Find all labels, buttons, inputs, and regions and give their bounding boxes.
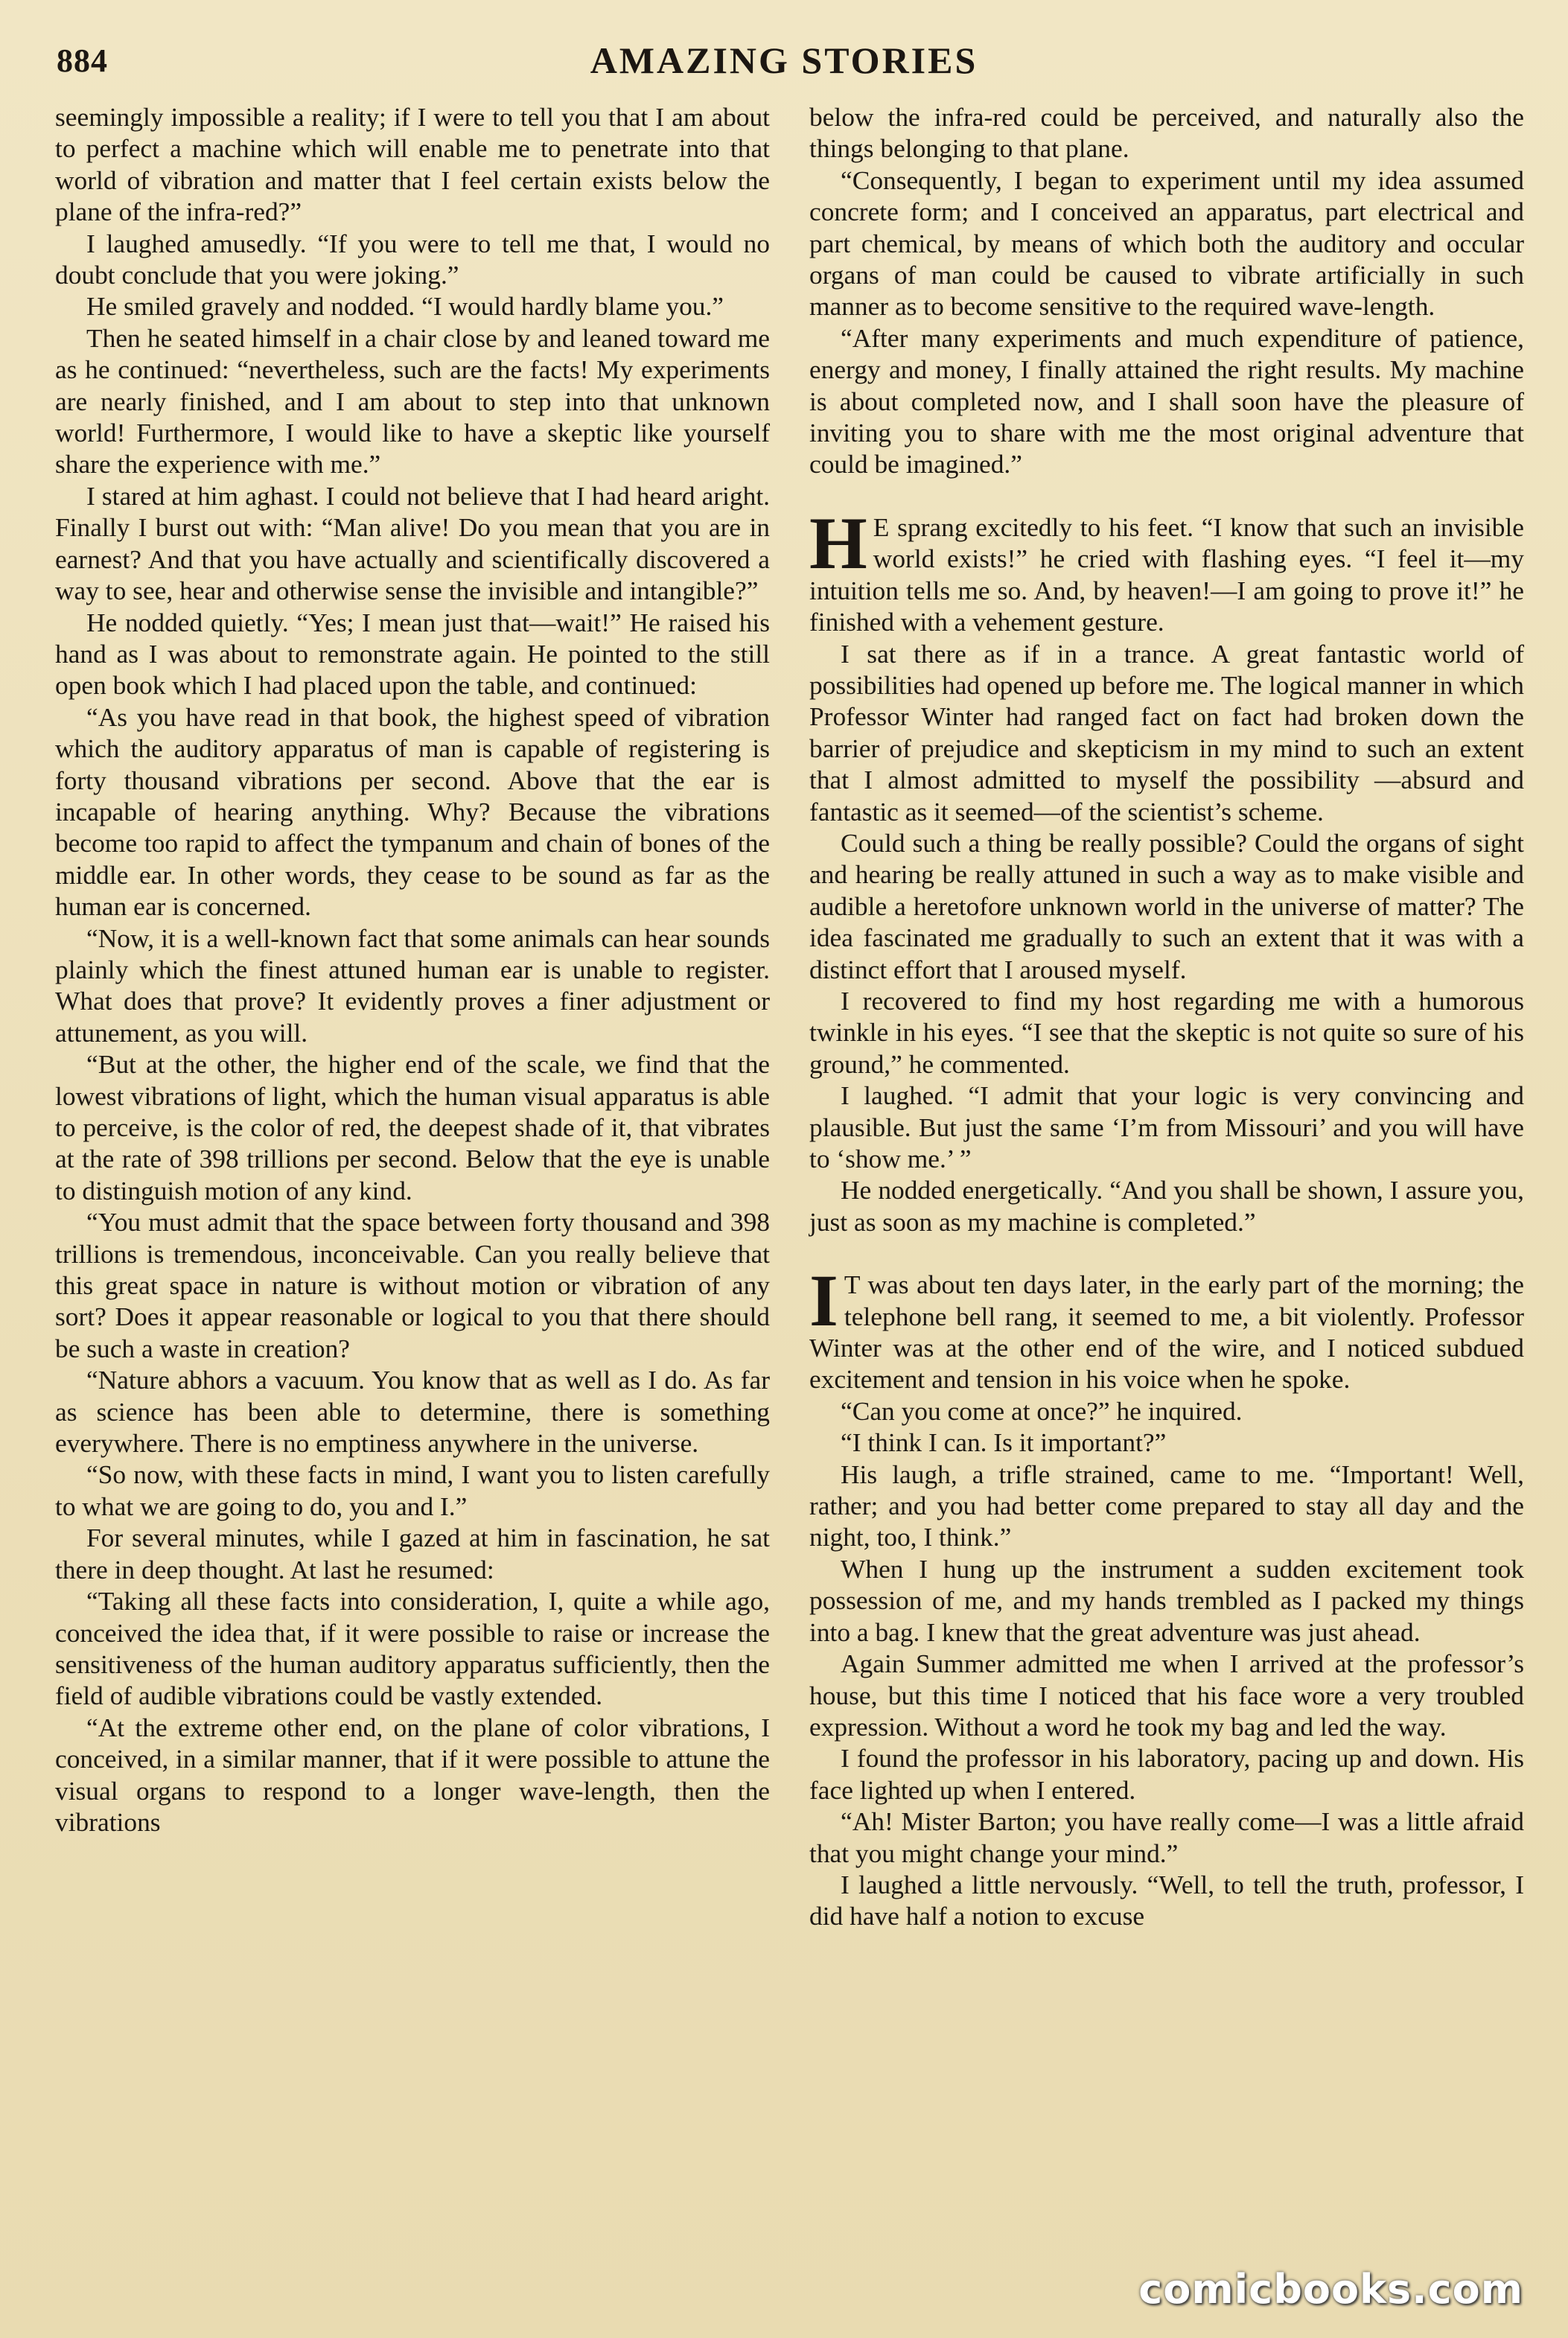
paragraph: below the infra-red could be perceived, and naturally also the things belonging to that plane. xyxy=(809,102,1524,164)
paragraph-text: E sprang excitedly to his feet. “I know that such an invisible world exists!” he cried with flashing eyes. “I feel it—my intuition tells me so. And, by heaven!—I am going to prove it!” he finished with a vehement gesture. xyxy=(809,512,1524,637)
paragraph: He nodded energetically. “And you shall be shown, I assure you, just as soon as my machine is completed.” xyxy=(809,1175,1524,1237)
paragraph: “Nature abhors a vacuum. You know that as well as I do. As far as science has been able to determine, there is something everywhere. There is no emptiness anywhere in the universe. xyxy=(55,1365,770,1459)
paragraph: “Ah! Mister Barton; you have really come—I was a little afraid that you might change your mind.” xyxy=(809,1806,1524,1868)
paragraph: “So now, with these facts in mind, I want you to listen carefully to what we are going to do, you and I.” xyxy=(55,1459,770,1521)
paragraph: I found the professor in his laboratory, pacing up and down. His face lighted up when I entered. xyxy=(809,1743,1524,1805)
paragraph: “Consequently, I began to experiment until my idea assumed concrete form; and I conceived an apparatus, part electrical and part chemical, by means of which both the auditory and occular organs of man could be caused to vibrate artificially in such manner as to become sensitive to the required wave-length. xyxy=(809,165,1524,322)
left-column xyxy=(55,101,770,1838)
drop-cap: H xyxy=(809,501,867,584)
running-title: AMAZING STORIES xyxy=(590,39,978,81)
paragraph: He nodded quietly. “Yes; I mean just that—wait!” He raised his hand as I was about to remonstrate again. He pointed to the still open book which I had placed upon the table, and continued: xyxy=(55,607,770,701)
paragraph: seemingly impossible a reality; if I were to tell you that I am about to perfect a machine which will enable me to penetrate into that world of vibration and matter that I feel certain exists below the plane of the infra-red?” xyxy=(55,102,770,227)
paragraph: “Now, it is a well-known fact that some animals can hear sounds plainly which the finest attuned human ear is unable to register. What does that prove? It evidently proves a finer adjustment or attunement, as you will. xyxy=(55,923,770,1048)
paragraph: I sat there as if in a trance. A great fantastic world of possibilities had opened up before me. The logical manner in which Professor Winter had ranged fact on fact had broken down the barrier of prejudice and skepticism in my mind to such an extent that I almost admitted to myself the possibility —absurd and fantastic as it seemed—of the scientist’s scheme. xyxy=(809,638,1524,826)
page-header xyxy=(0,39,1568,88)
paragraph: “Can you come at once?” he inquired. xyxy=(841,1395,1243,1426)
right-column xyxy=(809,101,1524,1932)
paragraph: “After many experiments and much expenditure of patience, energy and money, I finally attained the right results. My machine is about completed now, and I shall soon have the pleasure of inviting you to share with me the most original adventure that could be imagined.” xyxy=(809,322,1524,480)
paragraph: Could such a thing be really possible? Could the organs of sight and hearing be really attuned in such a way as to make visible and audible a heretofore unknown world in the universe of matter? The idea fascinated me gradually to such an extent that it was with a distinct effort that I aroused myself. xyxy=(809,827,1524,984)
paragraph: “Taking all these facts into consideration, I, quite a while ago, conceived the idea that, if it were possible to raise or increase the sensitiveness of the human auditory apparatus sufficiently, then the field of audible vibrations could be vastly extended. xyxy=(55,1586,770,1711)
section-opening-paragraph xyxy=(809,501,1524,638)
paragraph: He smiled gravely and nodded. “I would hardly blame you.” xyxy=(86,291,724,322)
paragraph: Then he seated himself in a chair close by and leaned toward me as he continued: “nevertheless, such are the facts! My experiments are nearly finished, and I am about to step into that unknown world! Furthermore, I would like to have a skeptic like yourself share the experience with me.” xyxy=(55,322,770,480)
paragraph: “But at the other, the higher end of the scale, we find that the lowest vibrations of light, which the human visual apparatus is able to perceive, is the color of red, the deepest shade of it, that vibrates at the rate of 398 trillions per second. Below that the eye is unable to distinguish motion of any kind. xyxy=(55,1049,770,1205)
paragraph: “You must admit that the space between forty thousand and 398 trillions is tremendous, inconceivable. Can you really believe that this great space in nature is without motion or vibration of any sort? Does it appear reasonable or logical to you that there should be such a waste in creation? xyxy=(55,1207,770,1363)
paragraph: I laughed a little nervously. “Well, to tell the truth, professor, I did have half a notion to excuse xyxy=(809,1869,1524,1931)
paragraph: “At the extreme other end, on the plane of color vibrations, I conceived, in a similar manner, that if it were possible to attune the visual organs to respond to a longer wave-length, then the vibrations xyxy=(55,1712,770,1837)
paragraph: Again Summer admitted me when I arrived at the professor’s house, but this time I noticed that his face wore a very troubled expression. Without a word he took my bag and led the way. xyxy=(809,1649,1524,1742)
paragraph-text: T was about ten days later, in the early part of the morning; the telephone bell rang, it seemed to me, a bit violently. Professor Winter was at the other end of the wire, and I noticed subdued excitement and tension in his voice when he spoke. xyxy=(809,1270,1524,1395)
paragraph: I recovered to find my host regarding me with a humorous twinkle in his eyes. “I see that the skeptic is not quite so sure of his ground,” he commented. xyxy=(809,985,1524,1079)
paragraph: When I hung up the instrument a sudden excitement took possession of me, and my hands trembled as I packed my things into a bag. I knew that the great adventure was just ahead. xyxy=(809,1553,1524,1647)
paragraph: I laughed. “I admit that your logic is very convincing and plausible. But just the same ‘I’m from Missouri’ and you will have to ‘show me.’ ” xyxy=(809,1080,1524,1173)
paragraph: “As you have read in that book, the highest speed of vibration which the auditory apparatus of man is capable of registering is forty thousand vibrations per second. Above that the ear is incapable of hearing anything. Why? Because the vibrations become too rapid to affect the tympanum and chain of bones of the middle ear. In other words, they cease to be sound as far as the human ear is concerned. xyxy=(55,701,770,922)
paragraph: I stared at him aghast. I could not believe that I had heard aright. Finally I burst out with: “Man alive! Do you mean that you are in earnest? And that you have actually and scientifically discovered a way to see, hear and otherwise sense the invisible and intangible?” xyxy=(55,480,770,606)
paragraph: “I think I can. Is it important?” xyxy=(841,1427,1167,1458)
drop-cap: I xyxy=(809,1259,838,1342)
paragraph: I laughed amusedly. “If you were to tell me that, I would no doubt conclude that you were joking.” xyxy=(55,228,770,290)
paragraph: For several minutes, while I gazed at him in fascination, he sat there in deep thought. At last he resumed: xyxy=(55,1523,770,1584)
page-number: 884 xyxy=(57,42,108,79)
paragraph: His laugh, a trifle strained, came to me. “Important! Well, rather; and you had better come prepared to stay all day and the night, too, I think.” xyxy=(809,1459,1524,1552)
watermark: comicbooks.com xyxy=(1138,2266,1523,2313)
section-opening-paragraph xyxy=(809,1259,1524,1395)
